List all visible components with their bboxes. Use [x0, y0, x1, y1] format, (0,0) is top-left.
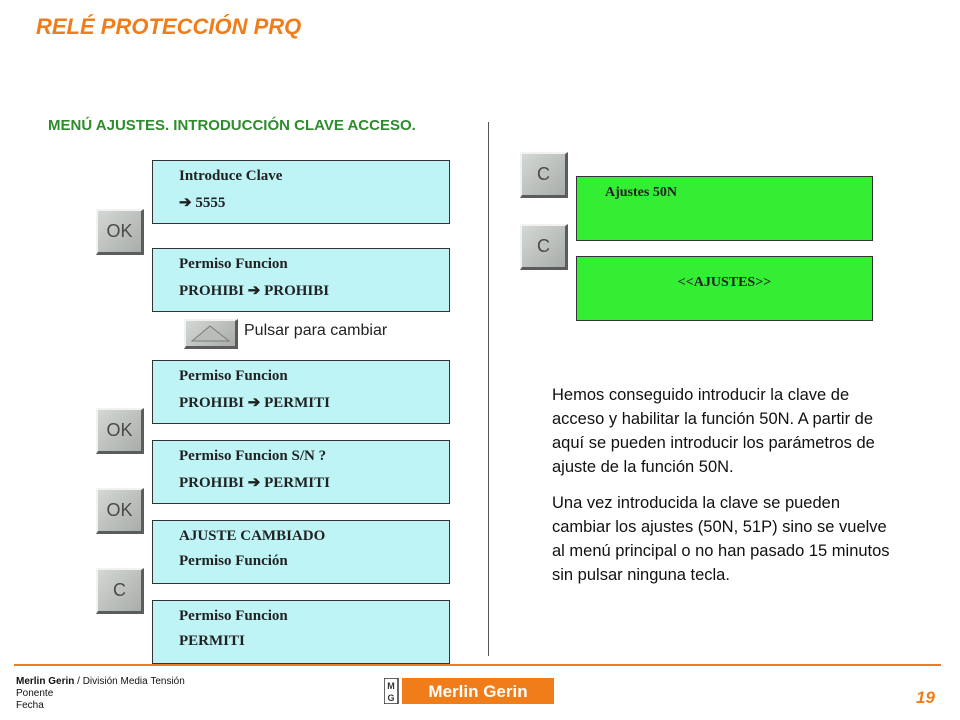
c-key-right-2[interactable] — [520, 224, 568, 270]
footer-info — [16, 676, 185, 712]
explanation-text — [552, 383, 892, 599]
c-key-label: C — [537, 164, 550, 184]
section-subtitle: MENÚ AJUSTES. INTRODUCCIÓN CLAVE ACCESO. — [48, 117, 416, 134]
c-key-label: C — [537, 236, 550, 256]
lcd-line: Permiso Función — [179, 553, 288, 569]
lcd-line: Permiso Funcion S/N ? — [179, 448, 327, 464]
lcd-screen-changed — [152, 520, 450, 584]
footer-company: Merlin Gerin — [16, 676, 75, 687]
up-arrow-key[interactable] — [184, 319, 238, 349]
lcd-line: <<AJUSTES>> — [677, 275, 772, 290]
lcd-line: Ajustes 50N — [605, 185, 677, 200]
svg-text:M: M — [387, 681, 395, 691]
press-to-change-label: Pulsar para cambiar — [244, 322, 388, 339]
lcd-line: PERMITI — [179, 633, 245, 649]
ok-key-label: OK — [106, 420, 133, 440]
column-divider — [488, 122, 489, 656]
lcd-value: PROHIBI — [179, 283, 245, 299]
ok-key-3[interactable] — [96, 488, 144, 534]
lcd-line: Introduce Clave — [179, 168, 283, 184]
lcd-value: PROHIBI — [179, 395, 245, 411]
footer-company-line — [16, 676, 185, 688]
lcd-screen-enter-key — [152, 160, 450, 224]
lcd-value: PROHIBI — [264, 283, 330, 299]
slide-title: RELÉ PROTECCIÓN PRQ — [36, 14, 302, 39]
arrow-right-icon: ➔ — [179, 195, 192, 211]
lcd-value: 5555 — [195, 195, 226, 211]
lcd-screen-final — [152, 600, 450, 664]
arrow-right-icon: ➔ — [247, 475, 261, 491]
lcd-line: Permiso Funcion — [179, 256, 288, 272]
ok-key-label: OK — [106, 221, 133, 241]
page-number: 19 — [916, 688, 935, 707]
svg-text:G: G — [387, 693, 395, 703]
lcd-line — [179, 281, 329, 300]
footer-rule — [14, 664, 941, 666]
lcd-screen-permission-1 — [152, 248, 450, 312]
lcd-screen-settings-50n — [576, 176, 873, 241]
footer-date: Fecha — [16, 700, 44, 711]
lcd-line: AJUSTE CAMBIADO — [179, 528, 326, 544]
merlin-gerin-logo — [384, 678, 554, 704]
lcd-line — [179, 193, 225, 212]
svg-text:Merlin Gerin: Merlin Gerin — [428, 682, 528, 701]
lcd-screen-permission-2 — [152, 360, 450, 424]
c-key-label: C — [113, 580, 126, 600]
ok-key-2[interactable] — [96, 408, 144, 454]
ok-key-label: OK — [106, 500, 133, 520]
lcd-value: PERMITI — [264, 475, 330, 491]
triangle-up-icon — [186, 321, 235, 346]
arrow-right-icon: ➔ — [247, 395, 261, 411]
lcd-value: PROHIBI — [179, 475, 245, 491]
lcd-screen-settings-menu — [576, 256, 873, 321]
paragraph: Una vez introducida la clave se pueden cambiar los ajustes (50N, 51P) sino se vuelve al menú principal o no han pasado 15 minutos sin pulsar ninguna tecla. — [552, 494, 890, 584]
lcd-screen-confirm — [152, 440, 450, 504]
lcd-value: PERMITI — [264, 395, 330, 411]
lcd-line: Permiso Funcion — [179, 608, 288, 624]
lcd-line — [179, 473, 330, 492]
footer-division: / División Media Tensión — [74, 676, 185, 687]
lcd-line: Permiso Funcion — [179, 368, 288, 384]
c-key-right-1[interactable] — [520, 152, 568, 198]
c-key-left[interactable] — [96, 568, 144, 614]
ok-key-1[interactable] — [96, 209, 144, 255]
arrow-right-icon: ➔ — [247, 283, 261, 299]
paragraph: Hemos conseguido introducir la clave de acceso y habilitar la función 50N. A partir de aquí se pueden introducir los parámetros de ajuste de la función 50N. — [552, 386, 875, 476]
lcd-line — [179, 393, 330, 412]
footer-presenter: Ponente — [16, 688, 54, 699]
